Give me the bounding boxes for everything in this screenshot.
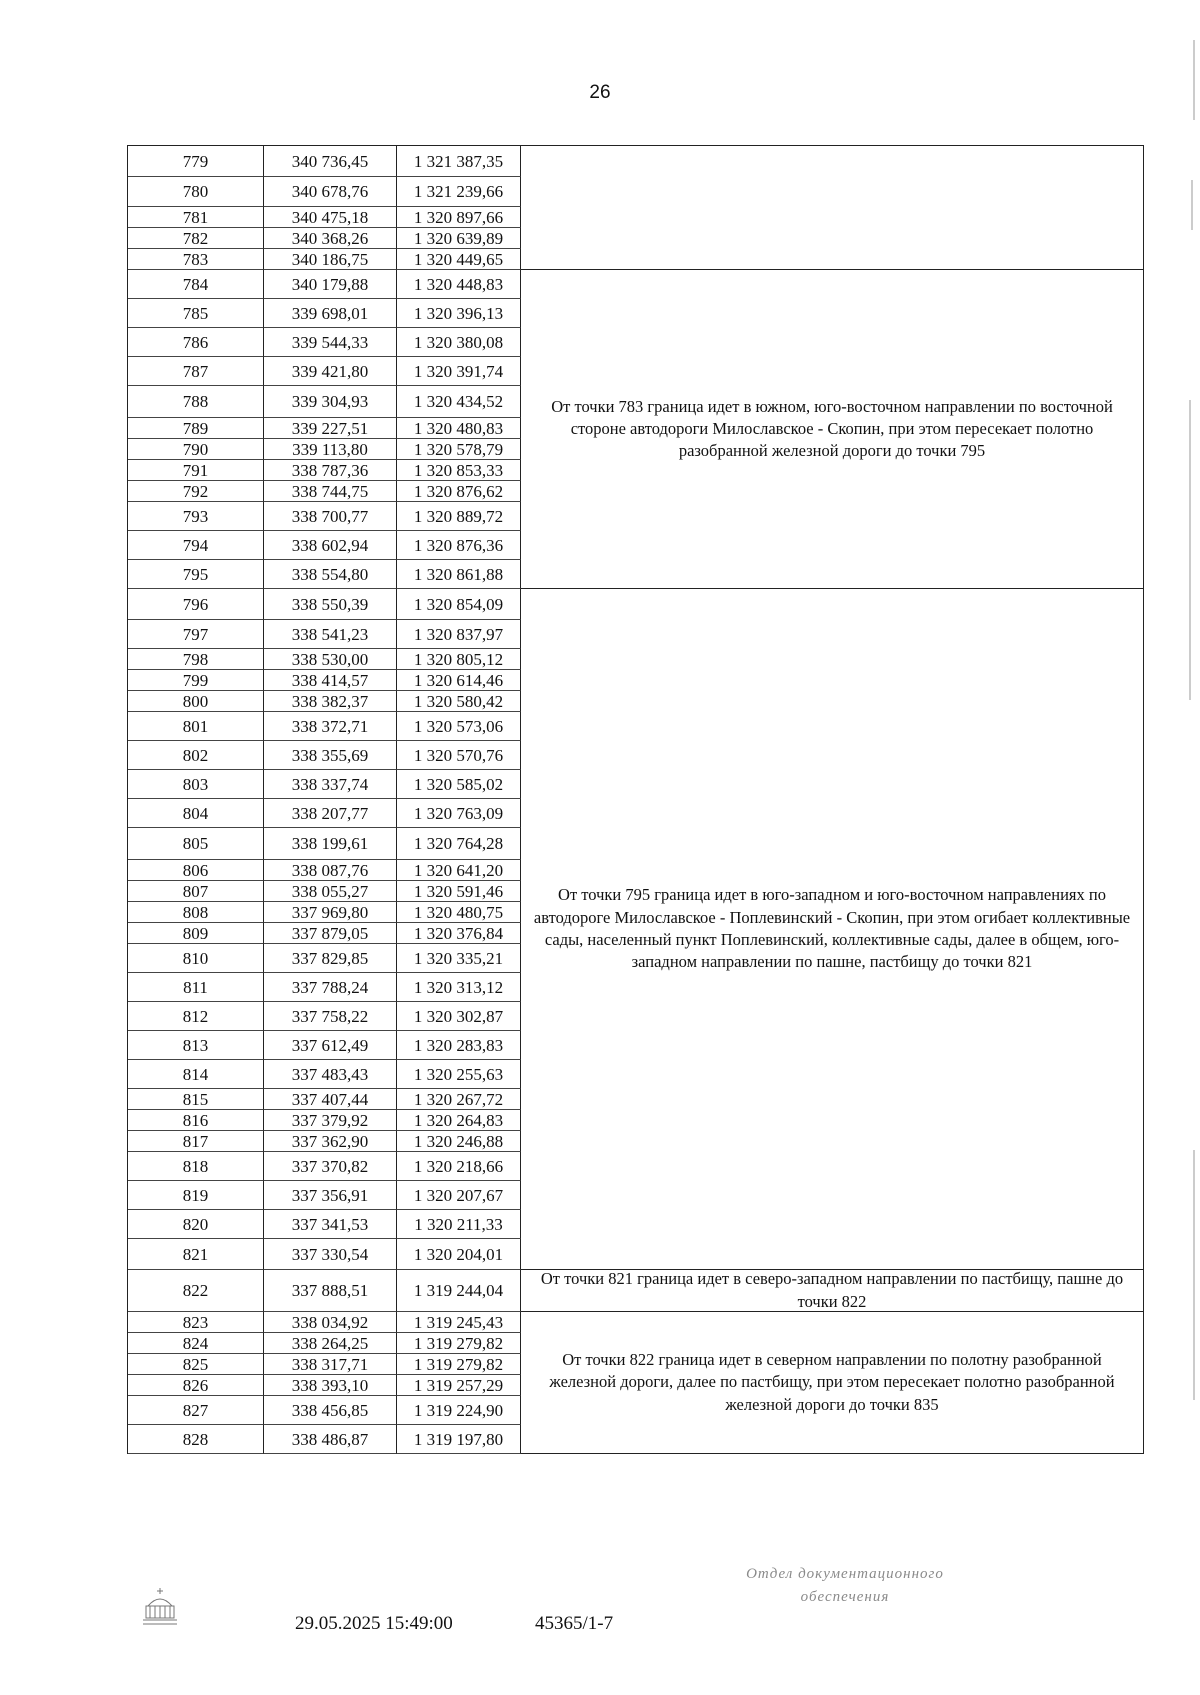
point-number: 779 [128, 146, 264, 177]
coordinate-y: 1 320 335,21 [397, 944, 521, 973]
point-number: 797 [128, 620, 264, 649]
coordinate-x: 337 330,54 [264, 1239, 397, 1270]
coordinates-table [127, 145, 1144, 1454]
coordinate-x: 338 393,10 [264, 1375, 397, 1396]
coordinate-x: 338 550,39 [264, 589, 397, 620]
point-number: 799 [128, 670, 264, 691]
point-number: 815 [128, 1089, 264, 1110]
point-number: 791 [128, 460, 264, 481]
coordinate-y: 1 320 876,62 [397, 481, 521, 502]
coordinate-x: 338 700,77 [264, 502, 397, 531]
point-number: 823 [128, 1312, 264, 1333]
coordinate-x: 338 382,37 [264, 691, 397, 712]
coordinate-y: 1 319 244,04 [397, 1270, 521, 1312]
boundary-description: От точки 822 граница идет в северном направлении по полотну разобранной железной дороги, далее по пастбищу, при этом пересекает полотно разобранной железной дороги до точки 835 [521, 1312, 1144, 1454]
coordinate-y: 1 320 396,13 [397, 299, 521, 328]
point-number: 788 [128, 386, 264, 418]
coordinate-y: 1 320 376,84 [397, 923, 521, 944]
coordinate-x: 340 736,45 [264, 146, 397, 177]
coordinate-y: 1 320 764,28 [397, 828, 521, 860]
point-number: 785 [128, 299, 264, 328]
coordinate-y: 1 320 578,79 [397, 439, 521, 460]
point-number: 810 [128, 944, 264, 973]
coordinate-x: 338 456,85 [264, 1396, 397, 1425]
coordinate-x: 337 483,43 [264, 1060, 397, 1089]
coordinate-x: 339 698,01 [264, 299, 397, 328]
coordinate-y: 1 319 279,82 [397, 1354, 521, 1375]
coordinate-y: 1 320 449,65 [397, 249, 521, 270]
point-number: 824 [128, 1333, 264, 1354]
point-number: 793 [128, 502, 264, 531]
coordinate-x: 338 414,57 [264, 670, 397, 691]
coordinate-y: 1 320 448,83 [397, 270, 521, 299]
point-number: 809 [128, 923, 264, 944]
point-number: 828 [128, 1425, 264, 1454]
point-number: 782 [128, 228, 264, 249]
coordinate-y: 1 320 264,83 [397, 1110, 521, 1131]
coordinate-y: 1 320 641,20 [397, 860, 521, 881]
point-number: 822 [128, 1270, 264, 1312]
coordinate-x: 338 317,71 [264, 1354, 397, 1375]
coordinate-x: 338 541,23 [264, 620, 397, 649]
coordinate-x: 338 554,80 [264, 560, 397, 589]
point-number: 800 [128, 691, 264, 712]
coordinate-x: 338 486,87 [264, 1425, 397, 1454]
point-number: 789 [128, 418, 264, 439]
coordinate-y: 1 320 283,83 [397, 1031, 521, 1060]
coordinate-y: 1 319 224,90 [397, 1396, 521, 1425]
coordinate-y: 1 319 279,82 [397, 1333, 521, 1354]
coordinate-y: 1 320 585,02 [397, 770, 521, 799]
coordinate-x: 339 544,33 [264, 328, 397, 357]
coordinate-x: 337 341,53 [264, 1210, 397, 1239]
coordinate-x: 338 337,74 [264, 770, 397, 799]
coordinate-y: 1 320 897,66 [397, 207, 521, 228]
coordinate-x: 337 888,51 [264, 1270, 397, 1312]
coordinate-x: 337 379,92 [264, 1110, 397, 1131]
coordinate-x: 337 969,80 [264, 902, 397, 923]
coordinate-x: 339 421,80 [264, 357, 397, 386]
department-stamp [690, 1563, 1000, 1608]
point-number: 804 [128, 799, 264, 828]
coordinate-x: 337 362,90 [264, 1131, 397, 1152]
point-number: 781 [128, 207, 264, 228]
point-number: 821 [128, 1239, 264, 1270]
point-number: 801 [128, 712, 264, 741]
coordinate-y: 1 320 391,74 [397, 357, 521, 386]
coordinate-y: 1 320 591,46 [397, 881, 521, 902]
coordinate-y: 1 320 211,33 [397, 1210, 521, 1239]
footer-doc-number: 45365/1-7 [535, 1613, 614, 1634]
coordinate-x: 337 407,44 [264, 1089, 397, 1110]
footer-datetime: 29.05.2025 15:49:00 [295, 1613, 453, 1634]
coordinate-y: 1 320 480,75 [397, 902, 521, 923]
coordinate-x: 338 372,71 [264, 712, 397, 741]
coordinate-y: 1 320 434,52 [397, 386, 521, 418]
stamp-line-2: обеспечения [800, 1588, 890, 1605]
coordinate-x: 340 368,26 [264, 228, 397, 249]
point-number: 814 [128, 1060, 264, 1089]
point-number: 794 [128, 531, 264, 560]
coordinate-y: 1 320 573,06 [397, 712, 521, 741]
coordinate-y: 1 319 245,43 [397, 1312, 521, 1333]
point-number: 783 [128, 249, 264, 270]
point-number: 811 [128, 973, 264, 1002]
boundary-description: От точки 783 граница идет в южном, юго-восточном направлении по восточной стороне автодороги Милославское - Скопин, при этом пересекает полотно разобранной железной дороги до точки 795 [521, 270, 1144, 589]
coordinate-x: 337 758,22 [264, 1002, 397, 1031]
boundary-description: От точки 821 граница идет в северо-западном направлении по пастбищу, пашне до точки 822 [521, 1270, 1144, 1312]
point-number: 806 [128, 860, 264, 881]
coordinate-y: 1 320 614,46 [397, 670, 521, 691]
point-number: 803 [128, 770, 264, 799]
point-number: 827 [128, 1396, 264, 1425]
coordinate-x: 337 356,91 [264, 1181, 397, 1210]
coordinate-y: 1 320 218,66 [397, 1152, 521, 1181]
coordinate-x: 338 355,69 [264, 741, 397, 770]
coordinate-y: 1 320 313,12 [397, 973, 521, 1002]
coordinate-x: 338 787,36 [264, 460, 397, 481]
scan-edge-marks [1180, 0, 1200, 1695]
point-number: 812 [128, 1002, 264, 1031]
point-number: 825 [128, 1354, 264, 1375]
coordinate-x: 339 227,51 [264, 418, 397, 439]
emblem-icon [140, 1586, 180, 1628]
coordinate-x: 340 475,18 [264, 207, 397, 228]
coordinate-y: 1 319 197,80 [397, 1425, 521, 1454]
coordinate-x: 338 530,00 [264, 649, 397, 670]
coordinate-y: 1 320 876,36 [397, 531, 521, 560]
coordinate-x: 337 370,82 [264, 1152, 397, 1181]
coordinate-y: 1 320 853,33 [397, 460, 521, 481]
point-number: 798 [128, 649, 264, 670]
coordinate-y: 1 320 255,63 [397, 1060, 521, 1089]
stamp-line-1: Отдел документационного [746, 1566, 944, 1582]
coordinate-y: 1 320 204,01 [397, 1239, 521, 1270]
coordinate-y: 1 320 889,72 [397, 502, 521, 531]
point-number: 780 [128, 177, 264, 207]
point-number: 784 [128, 270, 264, 299]
point-number: 826 [128, 1375, 264, 1396]
point-number: 820 [128, 1210, 264, 1239]
coordinate-y: 1 320 207,67 [397, 1181, 521, 1210]
coordinate-x: 339 304,93 [264, 386, 397, 418]
coordinate-y: 1 320 580,42 [397, 691, 521, 712]
point-number: 796 [128, 589, 264, 620]
coordinate-y: 1 320 837,97 [397, 620, 521, 649]
coordinate-x: 338 744,75 [264, 481, 397, 502]
point-number: 795 [128, 560, 264, 589]
point-number: 807 [128, 881, 264, 902]
coordinate-x: 338 087,76 [264, 860, 397, 881]
point-number: 792 [128, 481, 264, 502]
coordinate-y: 1 320 861,88 [397, 560, 521, 589]
boundary-description [521, 146, 1144, 270]
point-number: 790 [128, 439, 264, 460]
coordinate-y: 1 320 267,72 [397, 1089, 521, 1110]
coordinate-x: 337 612,49 [264, 1031, 397, 1060]
coordinate-x: 337 829,85 [264, 944, 397, 973]
coordinate-y: 1 321 239,66 [397, 177, 521, 207]
point-number: 786 [128, 328, 264, 357]
coordinate-x: 338 264,25 [264, 1333, 397, 1354]
point-number: 819 [128, 1181, 264, 1210]
coordinate-x: 337 788,24 [264, 973, 397, 1002]
coordinate-x: 337 879,05 [264, 923, 397, 944]
point-number: 813 [128, 1031, 264, 1060]
page-number: 26 [589, 82, 611, 103]
coordinate-y: 1 320 805,12 [397, 649, 521, 670]
coordinate-x: 340 186,75 [264, 249, 397, 270]
coordinate-y: 1 320 854,09 [397, 589, 521, 620]
coordinate-x: 338 034,92 [264, 1312, 397, 1333]
point-number: 805 [128, 828, 264, 860]
coordinate-y: 1 320 380,08 [397, 328, 521, 357]
coordinate-x: 338 055,27 [264, 881, 397, 902]
boundary-description: От точки 795 граница идет в юго-западном и юго-восточном направлениях по автодороге Милославское - Поплевинский - Скопин, при этом огибает коллективные сады, населенный пункт Поплевинский, коллективные сады, далее в общем, юго-западном направлении по пашне, пастбищу до точки 821 [521, 589, 1144, 1270]
coordinate-y: 1 320 246,88 [397, 1131, 521, 1152]
coordinate-x: 338 199,61 [264, 828, 397, 860]
coordinate-x: 340 179,88 [264, 270, 397, 299]
point-number: 808 [128, 902, 264, 923]
point-number: 787 [128, 357, 264, 386]
point-number: 816 [128, 1110, 264, 1131]
coordinate-x: 338 602,94 [264, 531, 397, 560]
coordinate-x: 339 113,80 [264, 439, 397, 460]
coordinate-x: 338 207,77 [264, 799, 397, 828]
coordinate-y: 1 320 570,76 [397, 741, 521, 770]
point-number: 802 [128, 741, 264, 770]
coordinate-y: 1 320 480,83 [397, 418, 521, 439]
coordinate-x: 340 678,76 [264, 177, 397, 207]
coordinate-y: 1 321 387,35 [397, 146, 521, 177]
coordinate-y: 1 320 639,89 [397, 228, 521, 249]
coordinate-y: 1 320 302,87 [397, 1002, 521, 1031]
point-number: 817 [128, 1131, 264, 1152]
point-number: 818 [128, 1152, 264, 1181]
coordinate-y: 1 320 763,09 [397, 799, 521, 828]
coordinate-y: 1 319 257,29 [397, 1375, 521, 1396]
